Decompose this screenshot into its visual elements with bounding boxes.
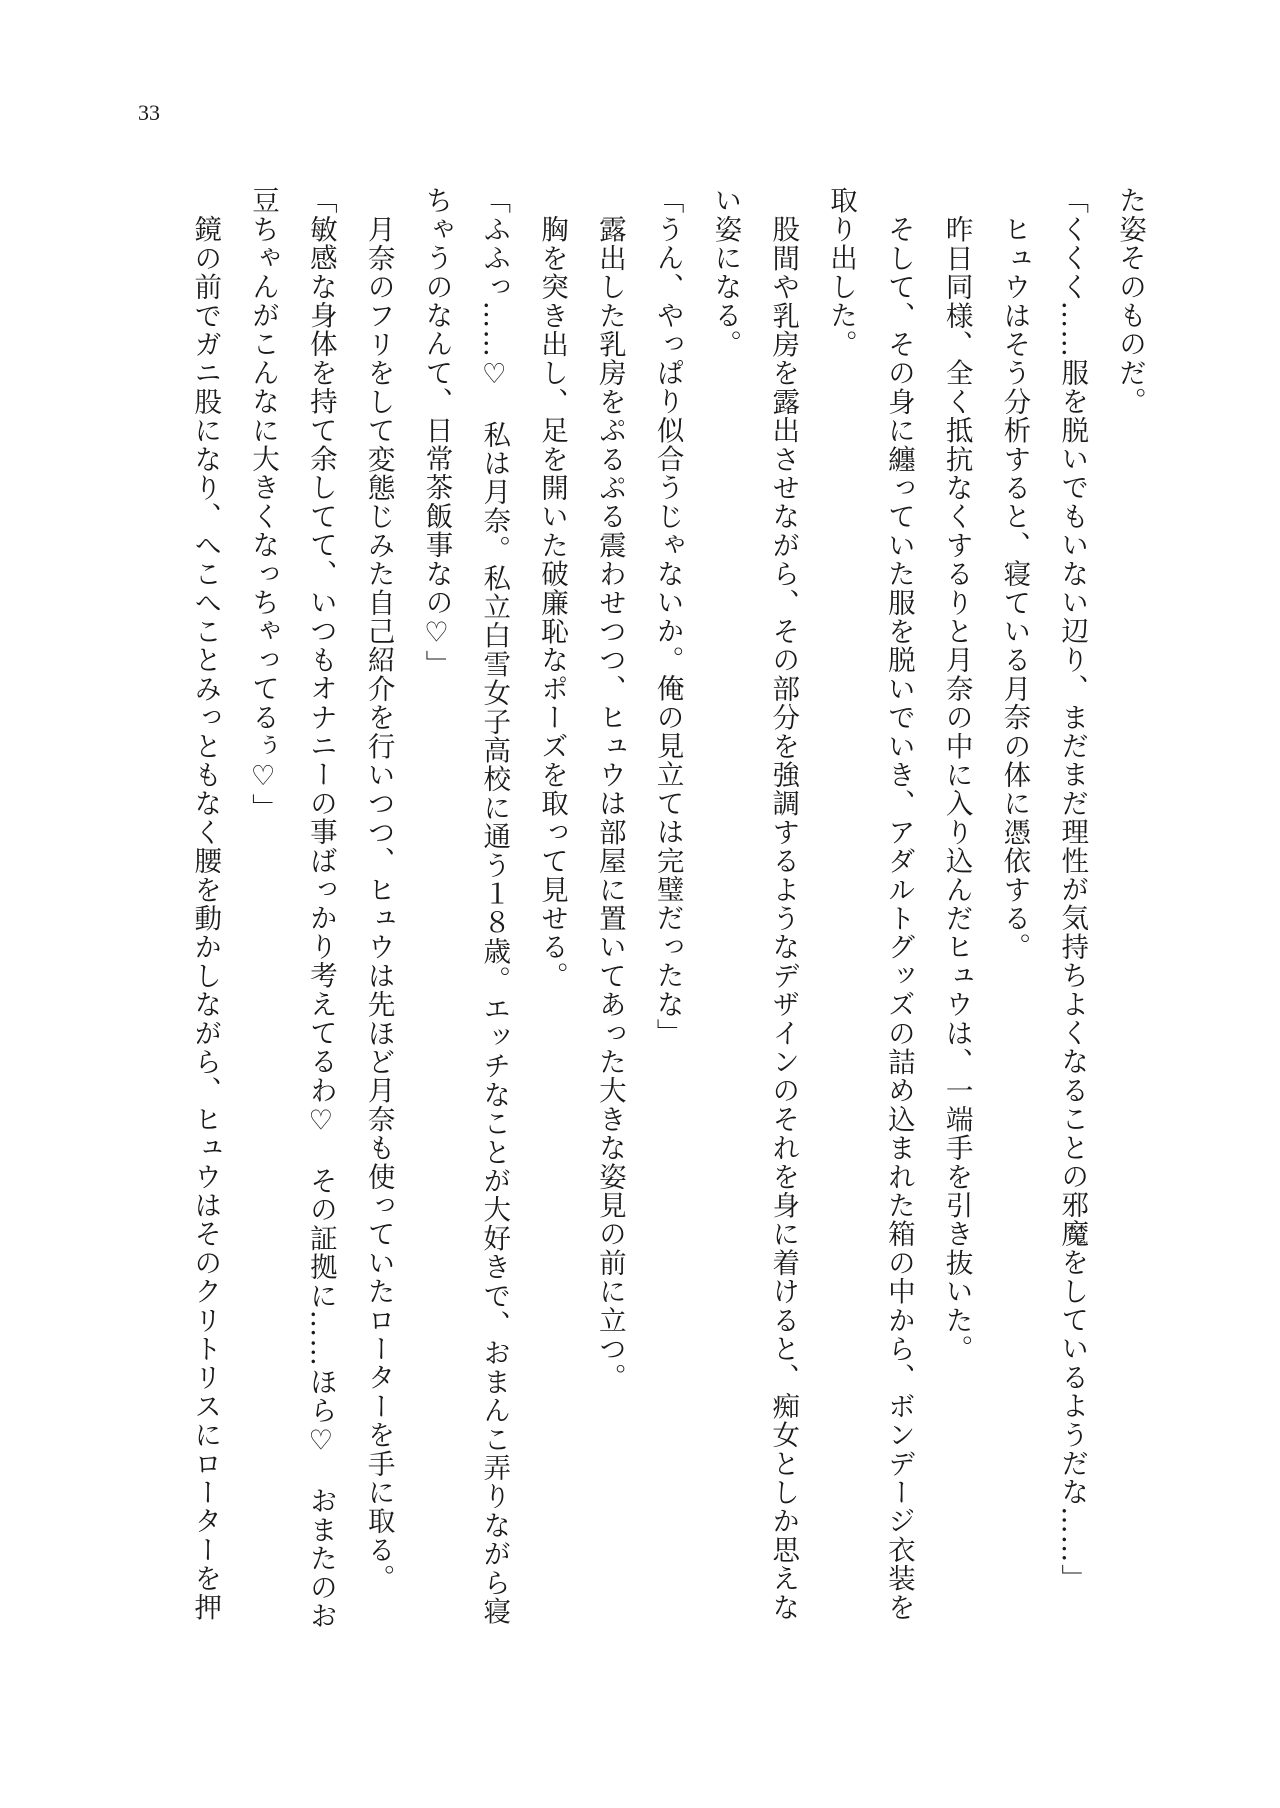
text-line: 鏡の前でガニ股になり、へこへことみっともなく腰を動かしながら、ヒュウはそのクリトリスにローターを押 bbox=[189, 215, 222, 1622]
text-line: た姿そのものだ。 bbox=[1114, 186, 1146, 416]
body-text bbox=[175, 186, 1158, 1636]
text-line: 股間や乳房を露出させながら、その部分を強調するようなデザインのそれを身に着けると、痴女としか思えな bbox=[767, 215, 800, 1622]
text-line: 豆ちゃんがこんなに大きくなっちゃってるぅ♡」 bbox=[247, 186, 280, 822]
text-line: 「くくく……服を脱いでもいない辺り、まだまだ理性が気持ちよくなることの邪魔をしているようだな……」 bbox=[1056, 186, 1089, 1593]
page-number: 33 bbox=[138, 100, 160, 125]
text-line: そして、その身に纏っていた服を脱いでいき、アダルトグッズの詰め込まれた箱の中から、ボンデージ衣装を bbox=[882, 215, 915, 1622]
text-line: ちゃうのなんて、日常茶飯事なの♡」 bbox=[420, 186, 453, 679]
text-line: 「ふふっ……♡ 私は月奈。私立白雪女子高校に通う１８歳。エッチなことが大好きで、おまんこ弄りながら寝 bbox=[478, 186, 511, 1626]
text-line: 昨日同様、全く抵抗なくするりと月奈の中に入り込んだヒュウは、一端手を引き抜いた。 bbox=[940, 215, 973, 1363]
text-line: 取り出した。 bbox=[825, 186, 858, 359]
text-line: 「うん、やっぱり似合うじゃないか。俺の見立ては完璧だったな」 bbox=[651, 186, 684, 1047]
text-line: 月奈のフリをして変態じみた自己紹介を行いつつ、ヒュウは先ほど月奈も使っていたローターを手に取る。 bbox=[362, 215, 395, 1593]
text-line: ヒュウはそう分析すると、寝ている月奈の体に憑依する。 bbox=[998, 215, 1031, 962]
text-line: 露出した乳房をぷるぷる震わせつつ、ヒュウは部屋に置いてあった大きな姿見の前に立つ。 bbox=[593, 215, 626, 1392]
text-line: 「敏感な身体を持て余してて、いつもオナニーの事ばっかり考えてるわ♡ その証拠に……ほら♡ おまたのお bbox=[304, 186, 337, 1630]
text-line: い姿になる。 bbox=[709, 186, 742, 359]
text-line: 胸を突き出し、足を開いた破廉恥なポーズを取って見せる。 bbox=[536, 215, 569, 990]
